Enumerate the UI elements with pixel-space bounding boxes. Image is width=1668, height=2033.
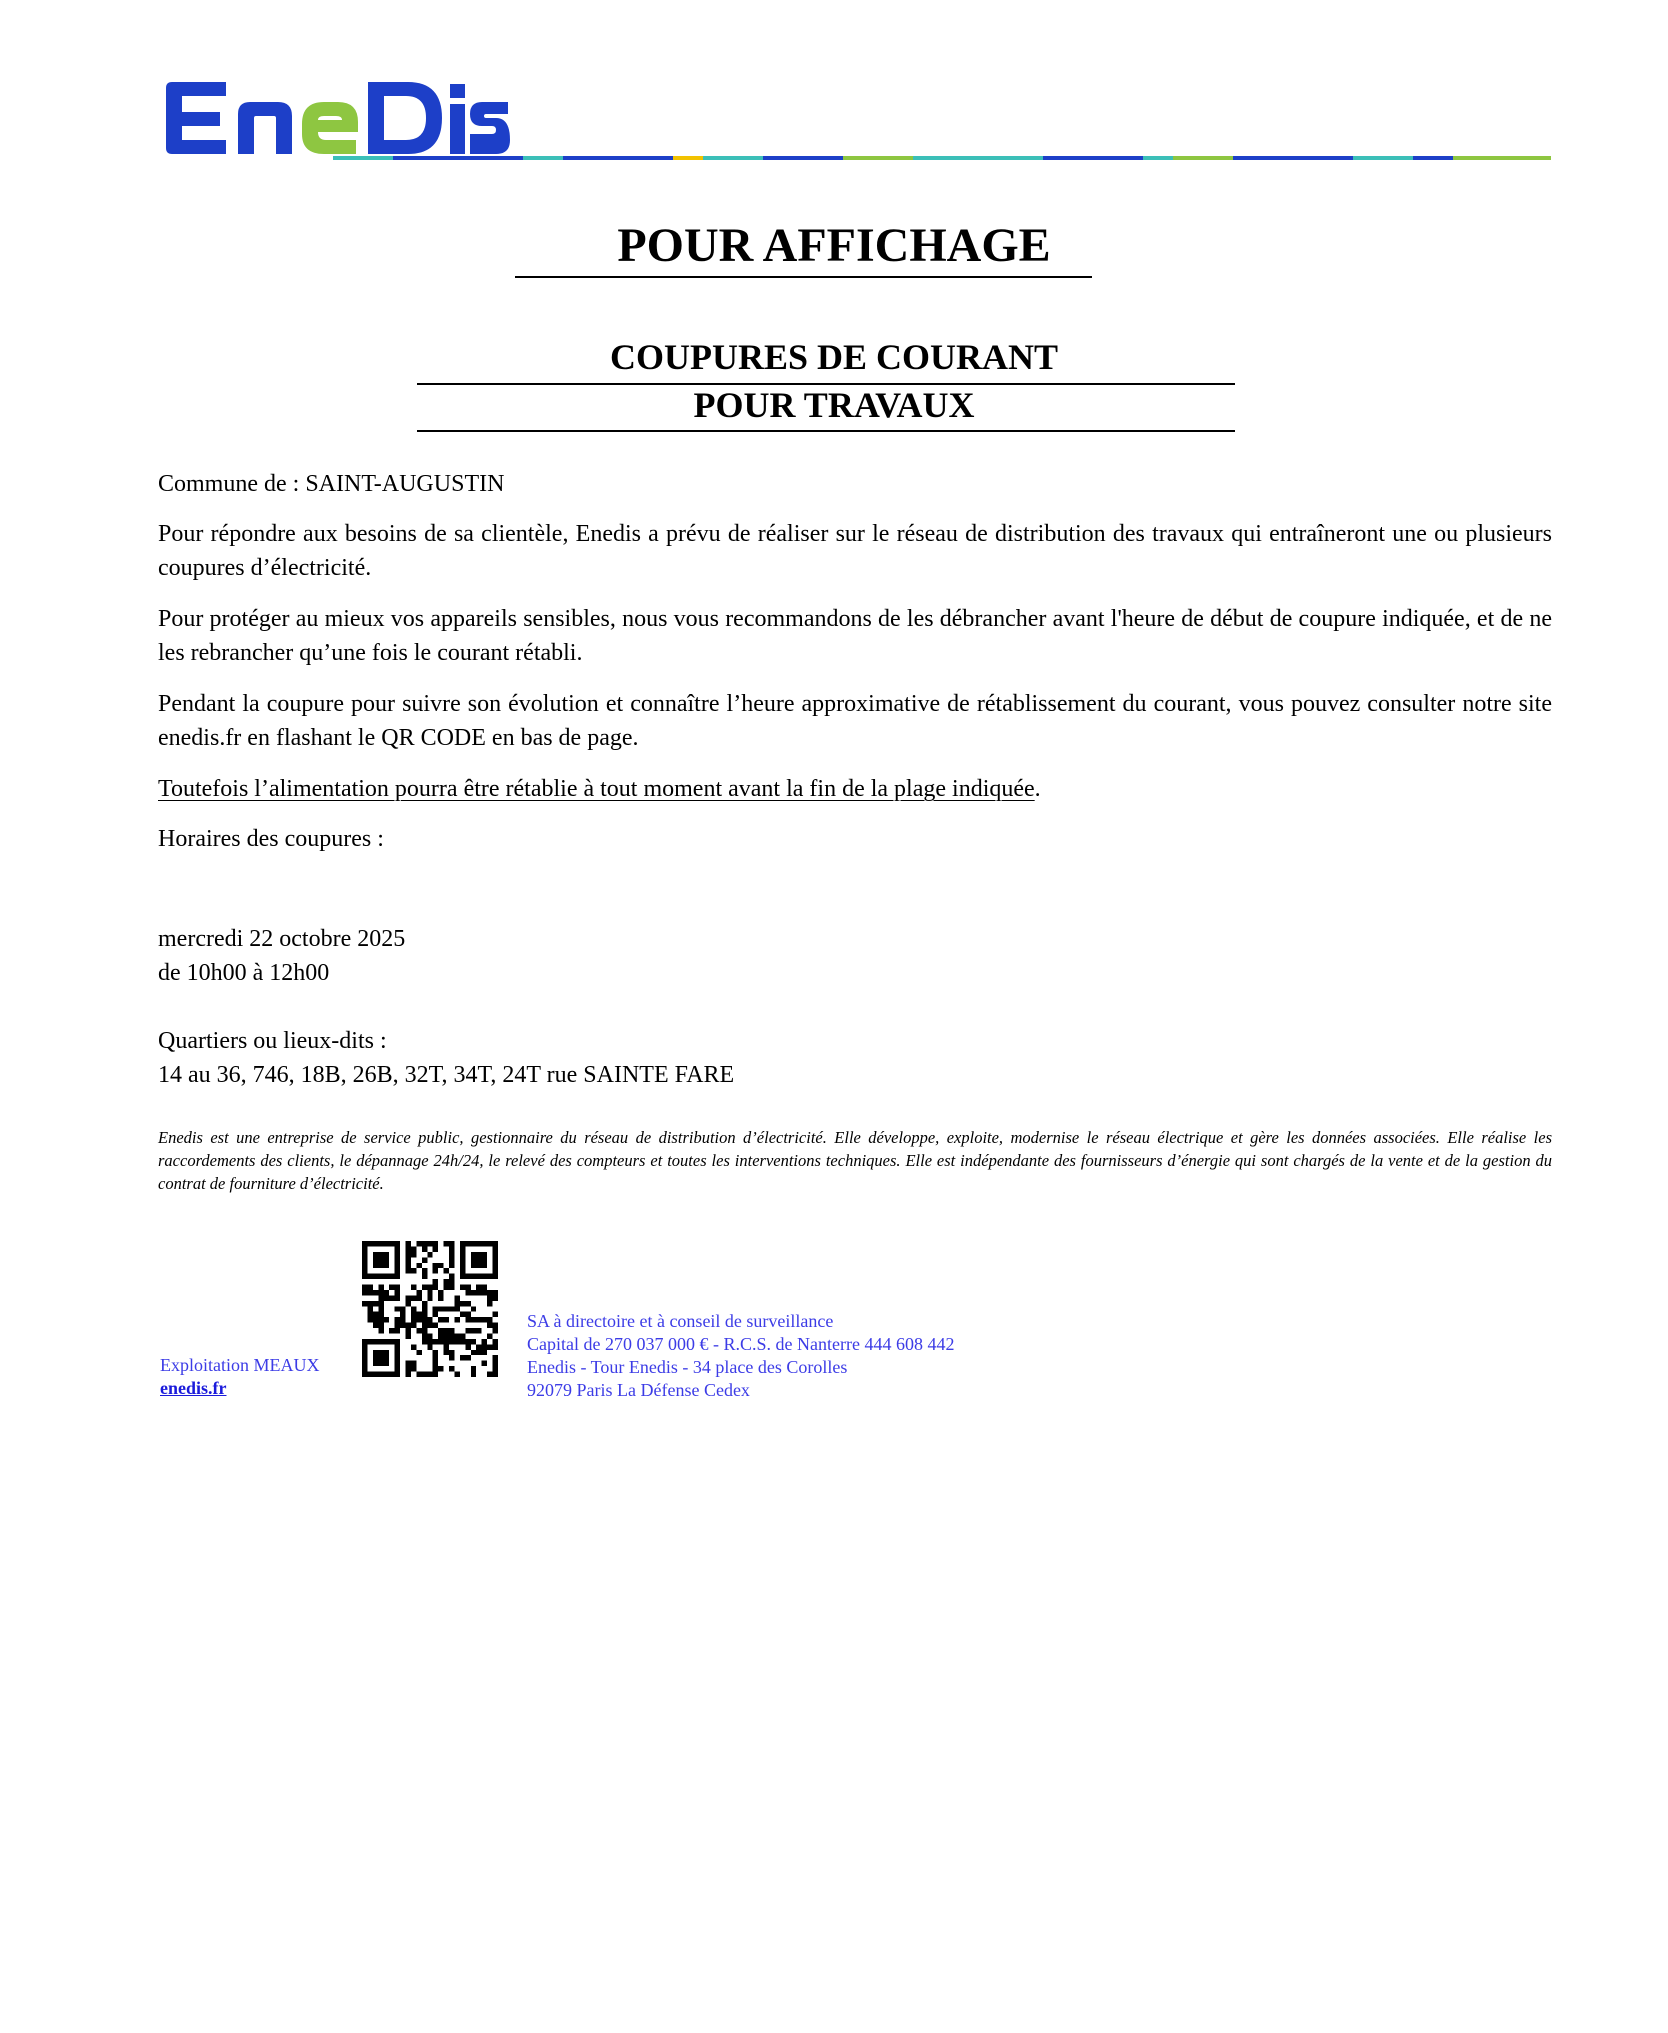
enedis-site-link[interactable]: enedis.fr (160, 1378, 227, 1398)
schedule-label: Horaires des coupures : (158, 826, 384, 852)
restoration-warning-end: . (1034, 776, 1041, 802)
restoration-warning-text: Toutefois l’alimentation pourra être rétablie à tout moment avant la fin de la plage indiquée (158, 776, 1035, 802)
company-line: Enedis - Tour Enedis - 34 place des Corolles (527, 1357, 848, 1377)
restoration-warning (158, 772, 1552, 806)
intro-paragraph: Pour répondre aux besoins de sa clientèle, Enedis a prévu de réaliser sur le réseau de distribution des travaux qui entraîneront une ou plusieurs coupures d’électricité. (158, 521, 1552, 581)
quarters-label: Quartiers ou lieux-dits : (158, 1028, 387, 1054)
subtitle-line-1: COUPURES DE COURANT (609, 337, 1059, 377)
commune-name: Commune de : SAINT-AUGUSTIN (158, 471, 505, 497)
company-info (527, 1310, 954, 1402)
company-line: SA à directoire et à conseil de surveillance (527, 1311, 834, 1331)
exploitation-label: Exploitation MEAUX (160, 1355, 320, 1375)
advice-paragraph: Pour protéger au mieux vos appareils sensibles, nous vous recommandons de les débrancher avant l'heure de début de coupure indiquée, et de ne les rebrancher qu’une fois le courant rétabli. (158, 606, 1552, 666)
page-title: POUR AFFICHAGE (617, 219, 1051, 272)
outage-hours: de 10h00 à 12h00 (158, 960, 330, 986)
company-line: Capital de 270 037 000 € - R.C.S. de Nanterre 444 608 442 (527, 1334, 955, 1354)
company-line: 92079 Paris La Défense Cedex (527, 1380, 750, 1400)
outage-date: mercredi 22 octobre 2025 (158, 926, 406, 952)
subtitle-underline-2 (417, 430, 1235, 432)
subtitle-line-2: POUR TRAVAUX (693, 385, 975, 425)
header-color-divider (333, 156, 1551, 160)
tracking-paragraph: Pendant la coupure pour suivre son évolution et connaître l’heure approximative de rétablissement du courant, vous pouvez consulter notre site enedis.fr en flashant le QR CODE en bas de page. (158, 691, 1552, 751)
qr-code-icon[interactable] (362, 1241, 498, 1377)
title-underline (515, 276, 1092, 278)
legal-notice: Enedis est une entreprise de service public, gestionnaire du réseau de distribution d’électricité. Elle développe, exploite, modernise le réseau électrique et gère les données associées. Elle réalise les raccordements des clients, le dépannage 24h/24, le relevé des compteurs et toutes les interventions techniques. Elle est indépendante des fournisseurs d’énergie qui sont chargés de la vente et de la gestion du contrat de fourniture d’électricité. (158, 1128, 1552, 1193)
quarters-list: 14 au 36, 746, 18B, 26B, 32T, 34T, 24T rue SAINTE FARE (158, 1062, 735, 1088)
enedis-logo (160, 78, 510, 160)
